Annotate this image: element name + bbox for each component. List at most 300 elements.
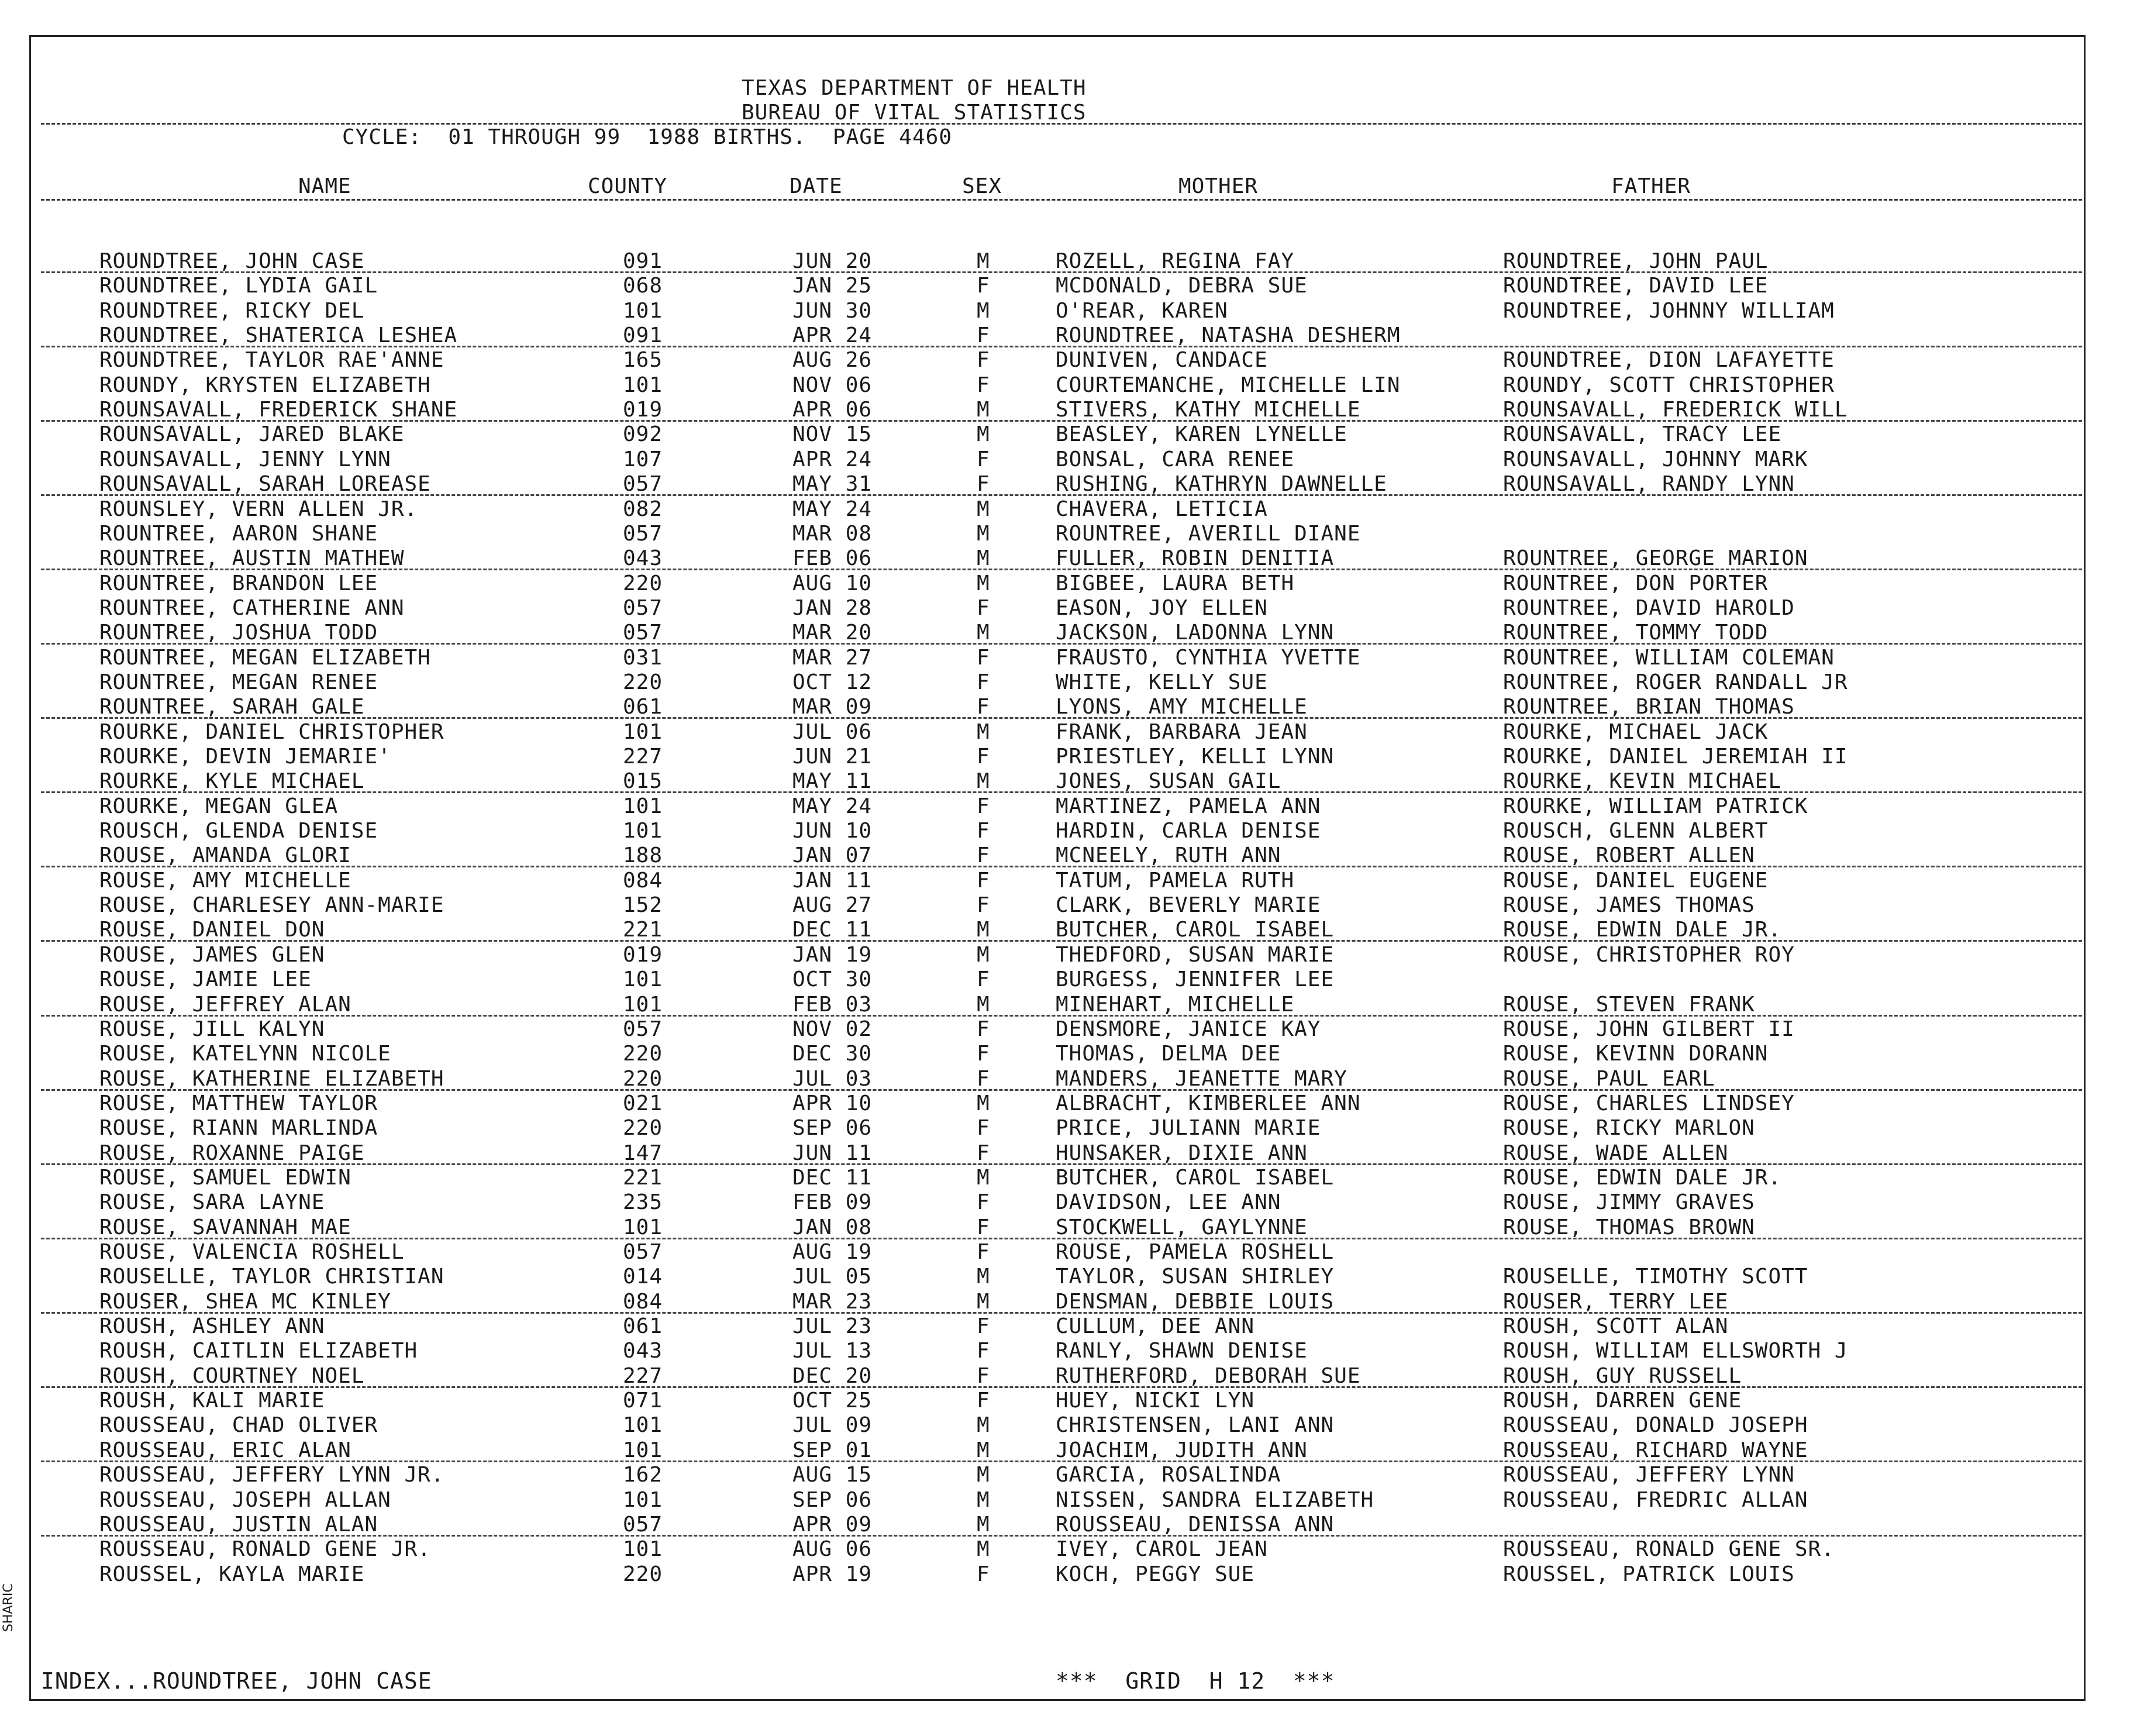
record-father: ROUNTREE, DAVID HAROLD (1503, 595, 1795, 620)
record-sex: M (977, 769, 990, 794)
record-mother: GARCIA, ROSALINDA (1056, 1463, 1281, 1487)
record-father: ROUNTREE, BRIAN THOMAS (1503, 695, 1795, 719)
record-name: ROUSE, JAMIE LEE (99, 967, 312, 992)
record-county: 101 (623, 992, 663, 1017)
record-sex: M (977, 1289, 990, 1314)
record-county: 220 (623, 1562, 663, 1586)
record-date: NOV 06 (792, 373, 873, 397)
record-mother: CHAVERA, LETICIA (1056, 497, 1268, 521)
table-row (0, 1488, 2137, 1513)
record-name: ROUNDTREE, RICKY DEL (99, 298, 365, 323)
cycle-line: CYCLE: 01 THROUGH 99 1988 BIRTHS. PAGE 4460 (342, 125, 952, 149)
row-divider (41, 569, 2082, 570)
record-county: 057 (623, 1512, 663, 1537)
record-name: ROUSE, VALENCIA ROSHELL (99, 1240, 405, 1264)
record-sex: F (977, 1314, 990, 1339)
record-county: 221 (623, 918, 663, 942)
record-date: JUL 13 (792, 1339, 873, 1363)
record-date: MAY 11 (792, 769, 873, 794)
record-mother: EASON, JOY ELLEN (1056, 595, 1268, 620)
record-father: ROUSE, DANIEL EUGENE (1503, 868, 1769, 893)
record-name: ROUSE, SAVANNAH MAE (99, 1215, 351, 1239)
record-date: MAY 31 (792, 472, 873, 497)
table-row (0, 843, 2137, 868)
record-county: 220 (623, 1066, 663, 1091)
record-sex: F (977, 323, 990, 348)
record-mother: JOACHIM, JUDITH ANN (1056, 1438, 1308, 1462)
record-county: 101 (623, 1438, 663, 1462)
row-divider (41, 271, 2082, 273)
record-date: JUN 20 (792, 249, 873, 273)
record-father: ROURKE, MICHAEL JACK (1503, 719, 1769, 744)
record-date: DEC 11 (792, 918, 873, 942)
record-name: ROUSCH, GLENDA DENISE (99, 819, 378, 843)
record-date: JAN 08 (792, 1215, 873, 1239)
row-divider (41, 420, 2082, 422)
table-row (0, 522, 2137, 546)
record-father: ROUNDTREE, DAVID LEE (1503, 274, 1769, 298)
record-county: 220 (623, 1116, 663, 1141)
column-header-county: COUNTY (588, 174, 668, 198)
record-mother: THEDFORD, SUSAN MARIE (1056, 942, 1335, 967)
record-date: MAR 09 (792, 695, 873, 719)
record-date: MAR 27 (792, 645, 873, 670)
table-row (0, 299, 2137, 323)
record-mother: DENSMORE, JANICE KAY (1056, 1017, 1321, 1041)
table-row (0, 720, 2137, 745)
record-sex: M (977, 521, 990, 546)
table-row (0, 348, 2137, 373)
record-mother: ALBRACHT, KIMBERLEE ANN (1056, 1091, 1361, 1115)
record-sex: F (977, 1363, 990, 1388)
record-date: JAN 11 (792, 868, 873, 893)
record-mother: ROUNDTREE, NATASHA DESHERM (1056, 323, 1401, 348)
record-date: AUG 27 (792, 893, 873, 918)
record-date: MAY 24 (792, 794, 873, 818)
record-county: 057 (623, 521, 663, 546)
record-name: ROUNTREE, BRANDON LEE (99, 571, 378, 595)
record-name: ROUNSAVALL, JARED BLAKE (99, 422, 405, 447)
record-father: ROUSE, EDWIN DALE JR. (1503, 1165, 1782, 1190)
record-date: OCT 25 (792, 1389, 873, 1413)
record-mother: DENSMAN, DEBBIE LOUIS (1056, 1289, 1335, 1314)
record-county: 057 (623, 1017, 663, 1041)
record-mother: DUNIVEN, CANDACE (1056, 348, 1268, 373)
table-row (0, 472, 2137, 497)
row-divider (41, 1461, 2082, 1462)
record-sex: M (977, 1537, 990, 1562)
record-father: ROUSE, EDWIN DALE JR. (1503, 918, 1782, 942)
table-row (0, 918, 2137, 942)
record-name: ROUNDTREE, SHATERICA LESHEA (99, 323, 458, 348)
row-divider (41, 1312, 2082, 1314)
record-county: 101 (623, 373, 663, 397)
record-sex: M (977, 1463, 990, 1487)
record-father: ROUNDY, SCOTT CHRISTOPHER (1503, 373, 1835, 397)
record-sex: F (977, 745, 990, 769)
table-row (0, 1067, 2137, 1091)
table-row (0, 249, 2137, 274)
record-sex: F (977, 868, 990, 893)
row-divider (41, 346, 2082, 347)
record-mother: FULLER, ROBIN DENITIA (1056, 546, 1335, 571)
record-mother: CHRISTENSEN, LANI ANN (1056, 1413, 1335, 1438)
record-father: ROUSE, CHRISTOPHER ROY (1503, 942, 1795, 967)
agency-title: TEXAS DEPARTMENT OF HEALTH (742, 76, 1087, 100)
record-father: ROUSSEAU, RICHARD WAYNE (1503, 1438, 1808, 1462)
table-row (0, 546, 2137, 571)
record-county: 165 (623, 348, 663, 373)
record-name: ROUSH, COURTNEY NOEL (99, 1363, 365, 1388)
record-sex: F (977, 819, 990, 843)
record-father: ROUNSAVALL, JOHNNY MARK (1503, 447, 1808, 471)
record-date: JUL 23 (792, 1314, 873, 1339)
table-row (0, 1166, 2137, 1190)
table-row (0, 1513, 2137, 1537)
record-father: ROUNTREE, TOMMY TODD (1503, 621, 1769, 645)
record-sex: M (977, 918, 990, 942)
record-county: 101 (623, 1537, 663, 1562)
record-date: DEC 20 (792, 1363, 873, 1388)
record-father: ROUSE, CHARLES LINDSEY (1503, 1091, 1795, 1115)
record-sex: F (977, 794, 990, 818)
record-mother: FRAUSTO, CYNTHIA YVETTE (1056, 645, 1361, 670)
record-date: JUL 06 (792, 719, 873, 744)
record-date: NOV 15 (792, 422, 873, 447)
column-header-mother: MOTHER (1178, 174, 1259, 198)
record-name: ROUSSEAU, RONALD GENE JR. (99, 1537, 431, 1562)
table-row (0, 819, 2137, 843)
record-date: JUN 30 (792, 298, 873, 323)
record-mother: MANDERS, JEANETTE MARY (1056, 1066, 1347, 1091)
record-date: MAR 08 (792, 521, 873, 546)
record-name: ROUSELLE, TAYLOR CHRISTIAN (99, 1265, 444, 1289)
record-sex: M (977, 249, 990, 273)
table-row (0, 497, 2137, 522)
record-county: 043 (623, 546, 663, 571)
record-name: ROUSSEAU, JUSTIN ALAN (99, 1512, 378, 1537)
table-row (0, 1141, 2137, 1166)
record-father: ROUSE, RICKY MARLON (1503, 1116, 1755, 1141)
record-sex: M (977, 1512, 990, 1537)
record-sex: M (977, 719, 990, 744)
record-name: ROUNDY, KRYSTEN ELIZABETH (99, 373, 431, 397)
table-row (0, 769, 2137, 794)
record-county: 068 (623, 274, 663, 298)
table-row (0, 1290, 2137, 1314)
record-county: 235 (623, 1190, 663, 1215)
record-sex: M (977, 546, 990, 571)
record-name: ROUNTREE, MEGAN RENEE (99, 670, 378, 694)
table-row (0, 670, 2137, 695)
record-father: ROUSH, SCOTT ALAN (1503, 1314, 1729, 1339)
table-row (0, 993, 2137, 1017)
table-row (0, 274, 2137, 298)
record-sex: F (977, 1141, 990, 1165)
record-sex: M (977, 1091, 990, 1115)
record-county: 091 (623, 249, 663, 273)
table-row (0, 1413, 2137, 1438)
record-father: ROUSE, WADE ALLEN (1503, 1141, 1729, 1165)
record-father: ROUSH, GUY RUSSELL (1503, 1363, 1742, 1388)
record-date: APR 10 (792, 1091, 873, 1115)
record-father: ROUNDTREE, JOHNNY WILLIAM (1503, 298, 1835, 323)
record-name: ROURKE, MEGAN GLEA (99, 794, 339, 818)
record-sex: F (977, 348, 990, 373)
record-mother: O'REAR, KAREN (1056, 298, 1228, 323)
record-sex: F (977, 695, 990, 719)
table-row (0, 1438, 2137, 1463)
record-father: ROUSSEAU, JEFFERY LYNN (1503, 1463, 1795, 1487)
row-divider (41, 866, 2082, 867)
record-name: ROUNSLEY, VERN ALLEN JR. (99, 497, 418, 521)
record-father: ROUSER, TERRY LEE (1503, 1289, 1729, 1314)
record-date: SEP 06 (792, 1487, 873, 1512)
bureau-title: BUREAU OF VITAL STATISTICS (742, 101, 1087, 125)
record-sex: F (977, 645, 990, 670)
record-mother: BIGBEE, LAURA BETH (1056, 571, 1295, 595)
record-sex: F (977, 373, 990, 397)
table-row (0, 1116, 2137, 1141)
record-name: ROUSE, KATHERINE ELIZABETH (99, 1066, 444, 1091)
table-row (0, 1463, 2137, 1487)
record-sex: F (977, 447, 990, 471)
record-name: ROUNTREE, MEGAN ELIZABETH (99, 645, 431, 670)
record-mother: STOCKWELL, GAYLYNNE (1056, 1215, 1308, 1239)
record-name: ROUSE, AMY MICHELLE (99, 868, 351, 893)
record-county: 061 (623, 1314, 663, 1339)
record-father: ROUSE, THOMAS BROWN (1503, 1215, 1755, 1239)
record-mother: BEASLEY, KAREN LYNELLE (1056, 422, 1347, 447)
record-county: 220 (623, 670, 663, 694)
record-mother: PRIESTLEY, KELLI LYNN (1056, 745, 1335, 769)
record-county: 092 (623, 422, 663, 447)
record-mother: LYONS, AMY MICHELLE (1056, 695, 1308, 719)
record-date: JAN 07 (792, 843, 873, 868)
record-mother: DAVIDSON, LEE ANN (1056, 1190, 1281, 1215)
record-sex: M (977, 497, 990, 521)
table-row (0, 447, 2137, 472)
row-divider (41, 1089, 2082, 1091)
row-divider (41, 643, 2082, 645)
record-county: 227 (623, 1363, 663, 1388)
record-name: ROUNTREE, SARAH GALE (99, 695, 365, 719)
record-mother: MARTINEZ, PAMELA ANN (1056, 794, 1321, 818)
record-name: ROUSE, MATTHEW TAYLOR (99, 1091, 378, 1115)
record-county: 057 (623, 472, 663, 497)
record-date: AUG 06 (792, 1537, 873, 1562)
record-father: ROUSSEAU, RONALD GENE SR. (1503, 1537, 1835, 1562)
record-mother: MINEHART, MICHELLE (1056, 992, 1295, 1017)
table-row (0, 1215, 2137, 1240)
record-father: ROUSCH, GLENN ALBERT (1503, 819, 1769, 843)
record-name: ROUSE, SARA LAYNE (99, 1190, 325, 1215)
record-sex: F (977, 1042, 990, 1066)
table-row (0, 398, 2137, 422)
table-row (0, 571, 2137, 596)
record-mother: CLARK, BEVERLY MARIE (1056, 893, 1321, 918)
record-date: JAN 25 (792, 274, 873, 298)
record-date: SEP 06 (792, 1116, 873, 1141)
record-sex: F (977, 670, 990, 694)
row-divider (41, 1535, 2082, 1537)
table-row (0, 1042, 2137, 1066)
record-father: ROUSE, JIMMY GRAVES (1503, 1190, 1755, 1215)
record-name: ROUNDTREE, LYDIA GAIL (99, 274, 378, 298)
record-name: ROUSH, ASHLEY ANN (99, 1314, 325, 1339)
record-sex: F (977, 1017, 990, 1041)
record-mother: JONES, SUSAN GAIL (1056, 769, 1281, 794)
record-mother: HARDIN, CARLA DENISE (1056, 819, 1321, 843)
record-sex: M (977, 1265, 990, 1289)
record-date: SEP 01 (792, 1438, 873, 1462)
table-row (0, 1562, 2137, 1587)
record-mother: IVEY, CAROL JEAN (1056, 1537, 1268, 1562)
record-county: 101 (623, 1487, 663, 1512)
record-mother: ROZELL, REGINA FAY (1056, 249, 1295, 273)
record-county: 019 (623, 942, 663, 967)
record-father: ROUSH, DARREN GENE (1503, 1389, 1742, 1413)
record-mother: TATUM, PAMELA RUTH (1056, 868, 1295, 893)
table-row (0, 1017, 2137, 1042)
record-name: ROURKE, DANIEL CHRISTOPHER (99, 719, 444, 744)
record-sex: F (977, 967, 990, 992)
table-row (0, 943, 2137, 967)
record-county: 015 (623, 769, 663, 794)
record-date: NOV 02 (792, 1017, 873, 1041)
record-name: ROUNDTREE, JOHN CASE (99, 249, 365, 273)
record-county: 084 (623, 1289, 663, 1314)
record-date: APR 19 (792, 1562, 873, 1586)
record-sex: M (977, 1438, 990, 1462)
record-sex: F (977, 1066, 990, 1091)
record-county: 227 (623, 745, 663, 769)
record-name: ROUNDTREE, TAYLOR RAE'ANNE (99, 348, 444, 373)
record-mother: BONSAL, CARA RENEE (1056, 447, 1295, 471)
record-sex: M (977, 1413, 990, 1438)
record-county: 101 (623, 819, 663, 843)
record-mother: TAYLOR, SUSAN SHIRLEY (1056, 1265, 1335, 1289)
record-date: AUG 19 (792, 1240, 873, 1264)
record-county: 147 (623, 1141, 663, 1165)
record-county: 162 (623, 1463, 663, 1487)
row-divider (41, 494, 2082, 496)
table-row (0, 745, 2137, 769)
record-name: ROUSE, AMANDA GLORI (99, 843, 351, 868)
record-county: 101 (623, 967, 663, 992)
record-sex: F (977, 1240, 990, 1264)
record-sex: M (977, 1165, 990, 1190)
record-mother: NISSEN, SANDRA ELIZABETH (1056, 1487, 1374, 1512)
grid-label: *** GRID H 12 *** (1056, 1668, 1335, 1694)
record-father: ROURKE, KEVIN MICHAEL (1503, 769, 1782, 794)
table-row (0, 621, 2137, 645)
index-label: INDEX...ROUNDTREE, JOHN CASE (41, 1668, 432, 1694)
record-county: 101 (623, 298, 663, 323)
record-date: APR 06 (792, 398, 873, 422)
record-county: 084 (623, 868, 663, 893)
record-date: OCT 12 (792, 670, 873, 694)
record-sex: F (977, 1562, 990, 1586)
table-row (0, 967, 2137, 992)
record-sex: F (977, 1215, 990, 1239)
row-divider (41, 1015, 2082, 1017)
row-divider (41, 1386, 2082, 1388)
column-header-date: DATE (790, 174, 843, 198)
record-name: ROUNSAVALL, JENNY LYNN (99, 447, 391, 471)
record-sex: F (977, 843, 990, 868)
record-father: ROUSE, KEVINN DORANN (1503, 1042, 1769, 1066)
record-sex: M (977, 571, 990, 595)
record-father: ROUNDTREE, DION LAFAYETTE (1503, 348, 1835, 373)
record-mother: PRICE, JULIANN MARIE (1056, 1116, 1321, 1141)
side-mark: SHARIC (1, 1583, 16, 1632)
record-name: ROUNSAVALL, FREDERICK SHANE (99, 398, 458, 422)
record-date: AUG 10 (792, 571, 873, 595)
row-divider (41, 791, 2082, 793)
record-sex: M (977, 422, 990, 447)
record-father: ROUSE, JOHN GILBERT II (1503, 1017, 1795, 1041)
record-date: JUL 03 (792, 1066, 873, 1091)
record-father: ROUNTREE, GEORGE MARION (1503, 546, 1808, 571)
record-mother: MCNEELY, RUTH ANN (1056, 843, 1281, 868)
record-county: 043 (623, 1339, 663, 1363)
record-mother: BUTCHER, CAROL ISABEL (1056, 918, 1335, 942)
table-row (0, 422, 2137, 447)
record-date: MAR 20 (792, 621, 873, 645)
record-name: ROUNTREE, AARON SHANE (99, 521, 378, 546)
record-father: ROUNSAVALL, TRACY LEE (1503, 422, 1782, 447)
record-father: ROUNSAVALL, RANDY LYNN (1503, 472, 1795, 497)
record-date: APR 24 (792, 323, 873, 348)
record-sex: F (977, 1116, 990, 1141)
column-header-father: FATHER (1611, 174, 1691, 198)
record-mother: MCDONALD, DEBRA SUE (1056, 274, 1308, 298)
record-name: ROUSE, JILL KALYN (99, 1017, 325, 1041)
record-county: 188 (623, 843, 663, 868)
record-name: ROURKE, DEVIN JEMARIE' (99, 745, 391, 769)
record-sex: M (977, 621, 990, 645)
record-county: 061 (623, 695, 663, 719)
record-father: ROUSELLE, TIMOTHY SCOTT (1503, 1265, 1808, 1289)
record-father: ROUNTREE, WILLIAM COLEMAN (1503, 645, 1835, 670)
table-row (0, 1339, 2137, 1363)
record-mother: RANLY, SHAWN DENISE (1056, 1339, 1308, 1363)
row-divider (41, 1238, 2082, 1239)
record-date: MAR 23 (792, 1289, 873, 1314)
record-mother: ROUSE, PAMELA ROSHELL (1056, 1240, 1335, 1264)
record-mother: CULLUM, DEE ANN (1056, 1314, 1255, 1339)
record-county: 152 (623, 893, 663, 918)
record-father: ROUNDTREE, JOHN PAUL (1503, 249, 1769, 273)
table-row (0, 646, 2137, 670)
record-sex: M (977, 992, 990, 1017)
record-mother: COURTEMANCHE, MICHELLE LIN (1056, 373, 1401, 397)
table-row (0, 1091, 2137, 1116)
table-row (0, 323, 2137, 348)
table-row (0, 1190, 2137, 1215)
record-father: ROUSSEAU, FREDRIC ALLAN (1503, 1487, 1808, 1512)
record-name: ROUSER, SHEA MC KINLEY (99, 1289, 391, 1314)
record-name: ROUSE, JAMES GLEN (99, 942, 325, 967)
record-sex: F (977, 472, 990, 497)
record-mother: RUTHERFORD, DEBORAH SUE (1056, 1363, 1361, 1388)
column-header-name: NAME (298, 174, 351, 198)
record-date: JUN 21 (792, 745, 873, 769)
record-name: ROUSSEAU, JEFFERY LYNN JR. (99, 1463, 444, 1487)
record-county: 071 (623, 1389, 663, 1413)
record-name: ROURKE, KYLE MICHAEL (99, 769, 365, 794)
